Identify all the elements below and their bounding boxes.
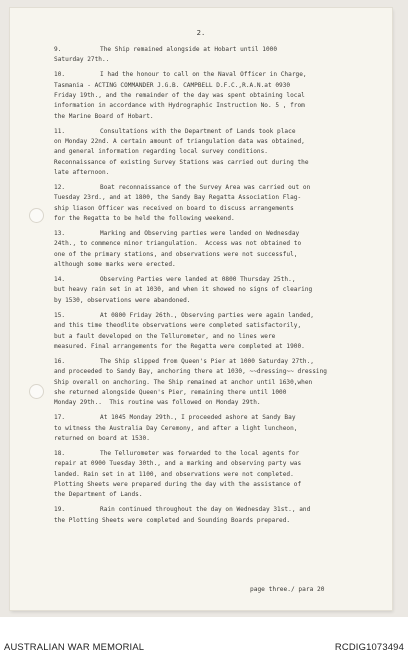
line-text: landed. Rain set in at 1100, and observations were not completed. (54, 470, 294, 478)
paragraph (54, 127, 390, 179)
paragraph-line (54, 342, 390, 352)
paragraph-line (54, 296, 390, 306)
line-text: Marking and Observing parties were landed on Wednesday (100, 230, 300, 238)
paragraph-line (54, 332, 390, 342)
paragraph-line (54, 505, 390, 515)
line-text: Boat reconnaissance of the Survey Area was carried out on (100, 184, 311, 192)
paragraph-number: 11. (54, 127, 66, 135)
paragraph-line (54, 321, 390, 331)
paragraph-line (54, 357, 390, 367)
line-text: The Ship remained alongside at Hobart until 1000 (100, 46, 278, 53)
paragraph-number: 9. (54, 46, 62, 53)
paragraph-line (54, 285, 390, 295)
line-text: on Monday 22nd. A certain amount of triangulation data was obtained, (54, 138, 305, 146)
paragraph (54, 311, 390, 353)
line-text: Monday 29th.. This routine was followed on Monday 29th. (54, 399, 261, 407)
paragraph-line (54, 214, 390, 224)
paragraph-number: 17. (54, 414, 66, 422)
line-text: and proceeded to Sandy Bay, anchoring there at 1030, ~~dressing~~ dressing (54, 368, 327, 376)
paragraph-line (54, 193, 390, 203)
line-text: measured. Final arrangements for the Regatta were completed at 1900. (54, 342, 305, 350)
paragraph-line (54, 147, 390, 157)
page-number: 2. (196, 28, 206, 37)
paragraph-line (54, 127, 390, 137)
line-text: I had the honour to call on the Naval Officer in Charge, (100, 71, 307, 79)
paragraph (54, 229, 390, 271)
line-text: for the Regatta to be held the following weekend. (54, 215, 235, 223)
line-text: Plotting Sheets were prepared during the day with the assistance of (54, 480, 302, 488)
paragraph (54, 505, 390, 526)
paragraph-line (54, 275, 390, 285)
paragraph-line (54, 470, 390, 480)
punch-hole (29, 208, 44, 223)
archival-page (10, 8, 392, 610)
line-text: and this time theodlite observations were completed satisfactorily, (54, 322, 302, 330)
record-identifier: RCDIG1073494 (334, 641, 404, 652)
line-text: Reconnaissance of existing Survey Stations was carried out during the (54, 158, 309, 166)
line-text: returned on board at 1530. (54, 434, 150, 442)
line-text: the Plotting Sheets were completed and Sounding Boards prepared. (54, 516, 291, 524)
paragraph-number: 14. (54, 276, 66, 284)
paragraph (54, 449, 390, 501)
line-text: Observing Parties were landed at 0800 Thursday 25th., (100, 276, 296, 284)
typed-body-text (54, 45, 390, 530)
credit-bar (0, 617, 408, 654)
line-text: The Tellurometer was forwarded to the local agents for (100, 449, 300, 457)
paragraph-line (54, 413, 390, 423)
paragraph (54, 183, 390, 225)
paragraph-line (54, 168, 390, 178)
line-text: At 0800 Friday 26th., Observing parties were again landed, (100, 311, 314, 319)
paragraph-line (54, 388, 390, 398)
paragraph-line (54, 204, 390, 214)
paragraph (54, 413, 390, 444)
continuation-note: page three./ para 20 (250, 586, 325, 593)
line-text: late afternoon. (54, 169, 110, 177)
paragraph-line (54, 459, 390, 469)
paragraph-line (54, 137, 390, 147)
paragraph-line (54, 45, 390, 55)
paragraph-number: 19. (54, 506, 66, 514)
paragraph-line (54, 250, 390, 260)
punch-hole (29, 384, 44, 399)
paragraph-line (54, 260, 390, 270)
paragraph-line (54, 112, 390, 122)
paragraph-number: 12. (54, 184, 66, 192)
paragraph-line (54, 70, 390, 80)
line-text: but heavy rain set in at 1030, and when it showed no signs of clearing (54, 286, 313, 294)
line-text: although some marks were erected. (54, 261, 176, 269)
paragraph-line (54, 229, 390, 239)
line-text: Saturday 27th.. (54, 56, 110, 64)
paragraph (54, 275, 390, 306)
paragraph-line (54, 183, 390, 193)
paragraph-line (54, 449, 390, 459)
line-text: but a fault developed on the Tellurometer, and no lines were (54, 332, 276, 340)
line-text: Tasmania - ACTING COMMANDER J.G.B. CAMPBELL D.F.C.,R.A.N.at 0930 (54, 81, 291, 89)
paragraph-line (54, 367, 390, 377)
line-text: Tuesday 23rd., and at 1800, the Sandy Bay Regatta Association Flag- (54, 194, 302, 202)
line-text: by 1530, observations were abandoned. (54, 296, 191, 304)
line-text: and general information regarding local survey conditions. (54, 148, 268, 156)
line-text: Ship overall on anchoring. The Ship remained at anchor until 1630,when (54, 378, 313, 386)
paragraph-line (54, 480, 390, 490)
line-text: Rain continued throughout the day on Wednesday 31st., and (100, 506, 311, 514)
paragraph-line (54, 424, 390, 434)
line-text: one of the primary stations, and observations were not successful, (54, 250, 298, 258)
paragraph-number: 13. (54, 230, 66, 238)
paragraph-line (54, 378, 390, 388)
institution-credit: AUSTRALIAN WAR MEMORIAL (4, 641, 145, 652)
line-text: to witness the Australia Day Ceremony, and after a light luncheon, (54, 424, 298, 432)
line-text: the Marine Board of Hobart. (54, 112, 154, 120)
paragraph-line (54, 158, 390, 168)
paragraph (54, 70, 390, 122)
paragraph-line (54, 81, 390, 91)
paragraph (54, 357, 390, 409)
line-text: The Ship slipped from Queen's Pier at 1000 Saturday 27th., (100, 357, 314, 365)
paragraph-number: 15. (54, 311, 66, 319)
paragraph-line (54, 516, 390, 526)
line-text: At 1045 Monday 29th., I proceeded ashore at Sandy Bay (100, 414, 296, 422)
paragraph-line (54, 101, 390, 111)
line-text: ship liason Officer was received on board to discuss arrangements (54, 204, 294, 212)
paragraph-number: 10. (54, 71, 66, 79)
paragraph (54, 45, 390, 66)
paragraph-number: 16. (54, 357, 66, 365)
paragraph-line (54, 311, 390, 321)
line-text: Consultations with the Department of Lands took place (100, 127, 296, 135)
paragraph-line (54, 239, 390, 249)
paragraph-line (54, 490, 390, 500)
line-text: the Department of Lands. (54, 491, 143, 499)
paragraph-line (54, 398, 390, 408)
line-text: she returned alongside Queen's Pier, remaining there until 1000 (54, 388, 287, 396)
paragraph-line (54, 434, 390, 444)
line-text: information in accordance with Hydrographic Instruction No. 5 , from (54, 102, 305, 110)
line-text: 24th., to commence minor triangulation. Access was not obtained to (54, 240, 302, 248)
line-text: Friday 19th., and the remainder of the day was spent obtaining local (54, 92, 305, 100)
paragraph-line (54, 91, 390, 101)
line-text: repair at 0900 Tuesday 30th., and a marking and observing party was (54, 460, 302, 468)
paragraph-number: 18. (54, 449, 66, 457)
paragraph-line (54, 55, 390, 65)
